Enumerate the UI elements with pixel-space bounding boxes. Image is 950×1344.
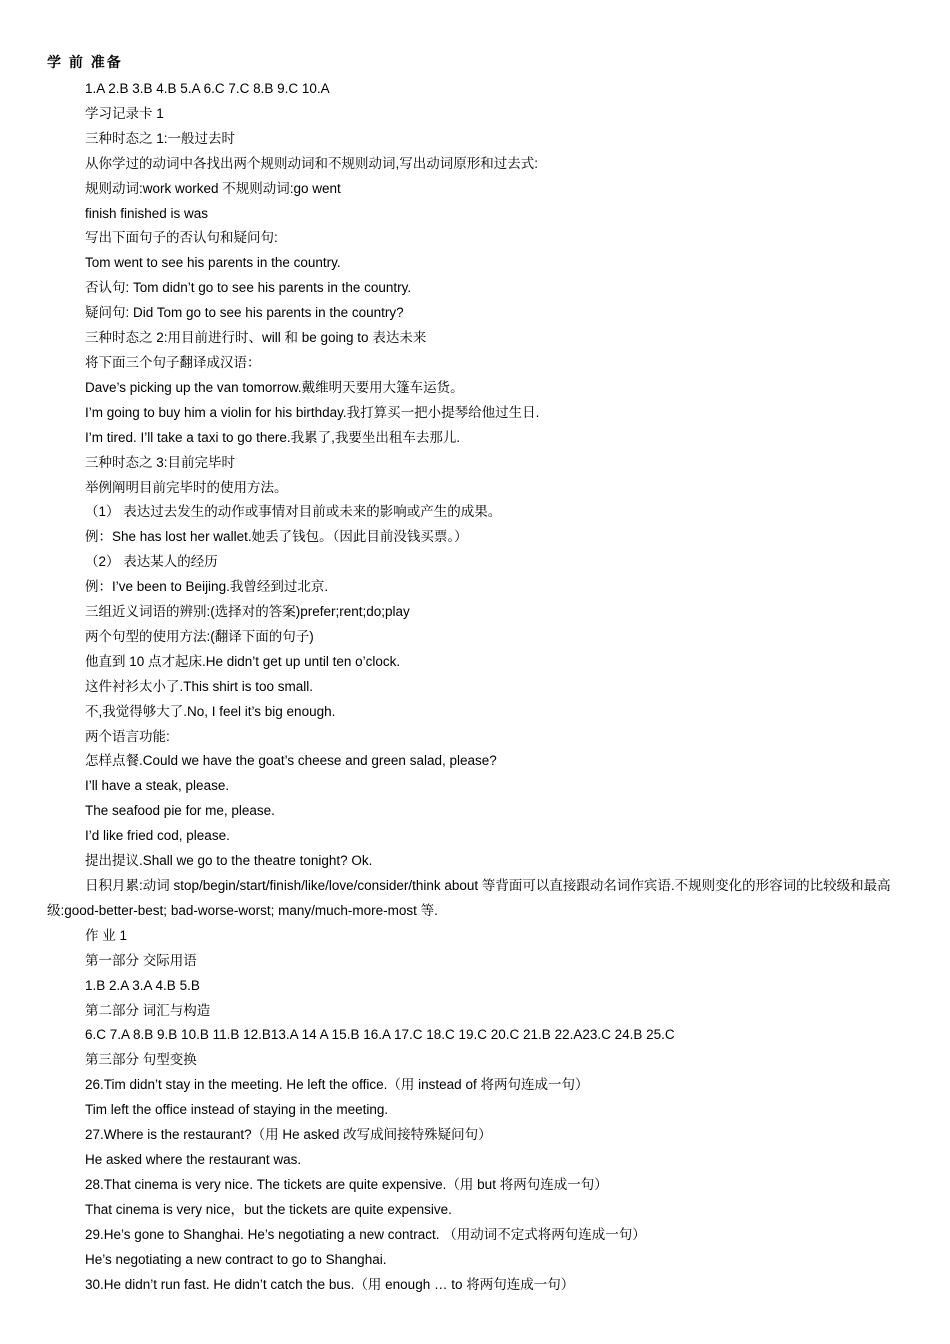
text-line: I’m going to buy him a violin for his birthday.我打算买一把小提琴给他过生日. (85, 404, 540, 420)
text-line: The seafood pie for me, please. (85, 803, 275, 819)
text-line: （2） 表达某人的经历 (85, 554, 218, 570)
text-line: 28.That cinema is very nice. The tickets are quite expensive.（用 but 将两句连成一句） (85, 1176, 608, 1192)
text-line: He asked where the restaurant was. (85, 1151, 302, 1167)
text-line: 三种时态之 2:用目前进行时、will 和 be going to 表达未来 (85, 330, 427, 346)
text-line: 1.B 2.A 3.A 4.B 5.B (85, 977, 200, 993)
text-line: 这件衬衫太小了.This shirt is too small. (85, 678, 314, 694)
document-body (0, 77, 950, 1297)
text-line: Tim left the office instead of staying in the meeting. (85, 1102, 389, 1118)
section-heading: 学 前 准备 (47, 54, 123, 70)
text-line: 将下面三个句子翻译成汉语： (85, 354, 261, 370)
text-line: 从你学过的动词中各找出两个规则动词和不规则动词,写出动词原形和过去式: (85, 155, 539, 171)
text-line: I’d like fried cod, please. (85, 828, 230, 844)
text-line: That cinema is very nice，but the tickets are quite expensive. (85, 1201, 452, 1217)
text-line: 例：I’ve been to Beijing.我曾经到过北京. (85, 579, 329, 595)
text-line: 第二部分 词汇与构造 (85, 1002, 211, 1018)
text-line: I’ll have a steak, please. (85, 778, 230, 794)
text-line: 否认句: Tom didn’t go to see his parents in the country. (85, 280, 412, 296)
text-line: 第三部分 句型变换 (85, 1052, 197, 1068)
text-line: 作 业 1 (85, 927, 128, 943)
text-line: 第一部分 交际用语 (85, 952, 197, 968)
text-line: He’s negotiating a new contract to go to Shanghai. (85, 1251, 387, 1267)
text-line: 怎样点餐.Could we have the goat’s cheese and green salad, please? (85, 753, 497, 769)
text-line: 写出下面句子的否认句和疑问句: (85, 230, 278, 246)
text-line: finish finished is was (85, 205, 209, 221)
text-line: 提出提议.Shall we go to the theatre tonight? Ok. (85, 853, 373, 869)
text-line: 例：She has lost her wallet.她丢了钱包。（因此目前没钱买票。） (85, 529, 468, 545)
text-line: 三种时态之 3:目前完毕时 (85, 454, 236, 470)
text-line: 两个语言功能: (85, 728, 170, 744)
text-line: Tom went to see his parents in the country. (85, 255, 341, 271)
text-line: （1） 表达过去发生的动作或事情对目前或未来的影响或产生的成果。 (85, 504, 502, 520)
text-line: 30.He didn’t run fast. He didn’t catch the bus.（用 enough … to 将两句连成一句） (85, 1276, 575, 1292)
text-line: I’m tired. I’ll take a taxi to go there.我累了,我要坐出租车去那儿. (85, 429, 461, 445)
text-line: 两个句型的使用方法:(翻译下面的句子) (85, 628, 314, 644)
text-line: 27.Where is the restaurant?（用 He asked 改写成间接特殊疑问句） (85, 1127, 492, 1143)
wrapped-paragraph: 日积月累:动词 stop/begin/start/finish/like/love/consider/think about 等背面可以直接跟动名词作宾语.不规则变化的形容词的比较级和最高级:good-better-best; bad-worse-worst; many/much-more-most 等. (47, 878, 891, 918)
text-line: 疑问句: Did Tom go to see his parents in the country? (85, 305, 404, 321)
text-line: 举例阐明目前完毕时的使用方法。 (85, 479, 288, 495)
text-line: 规则动词:work worked 不规则动词:go went (85, 180, 341, 196)
text-line: 不,我觉得够大了.No, I feel it’s big enough. (85, 703, 336, 719)
text-line: 26.Tim didn’t stay in the meeting. He left the office.（用 instead of 将两句连成一句） (85, 1077, 589, 1093)
text-line: 29.He’s gone to Shanghai. He’s negotiating a new contract. （用动词不定式将两句连成一句） (85, 1226, 646, 1242)
text-line: 6.C 7.A 8.B 9.B 10.B 11.B 12.B13.A 14 A 15.B 16.A 17.C 18.C 19.C 20.C 21.B 22.A23.C 24.B 25.C (85, 1027, 675, 1043)
text-line: 三种时态之 1:一般过去时 (85, 130, 236, 146)
text-line: 三组近义词语的辨别:(选择对的答案)prefer;rent;do;play (85, 604, 410, 620)
text-line: 学习记录卡 1 (85, 105, 164, 121)
text-line: 1.A 2.B 3.B 4.B 5.A 6.C 7.C 8.B 9.C 10.A (85, 81, 330, 96)
text-line: Dave’s picking up the van tomorrow.戴维明天要用大篷车运货。 (85, 379, 464, 395)
text-line: 他直到 10 点才起床.He didn’t get up until ten o’clock. (85, 653, 401, 669)
